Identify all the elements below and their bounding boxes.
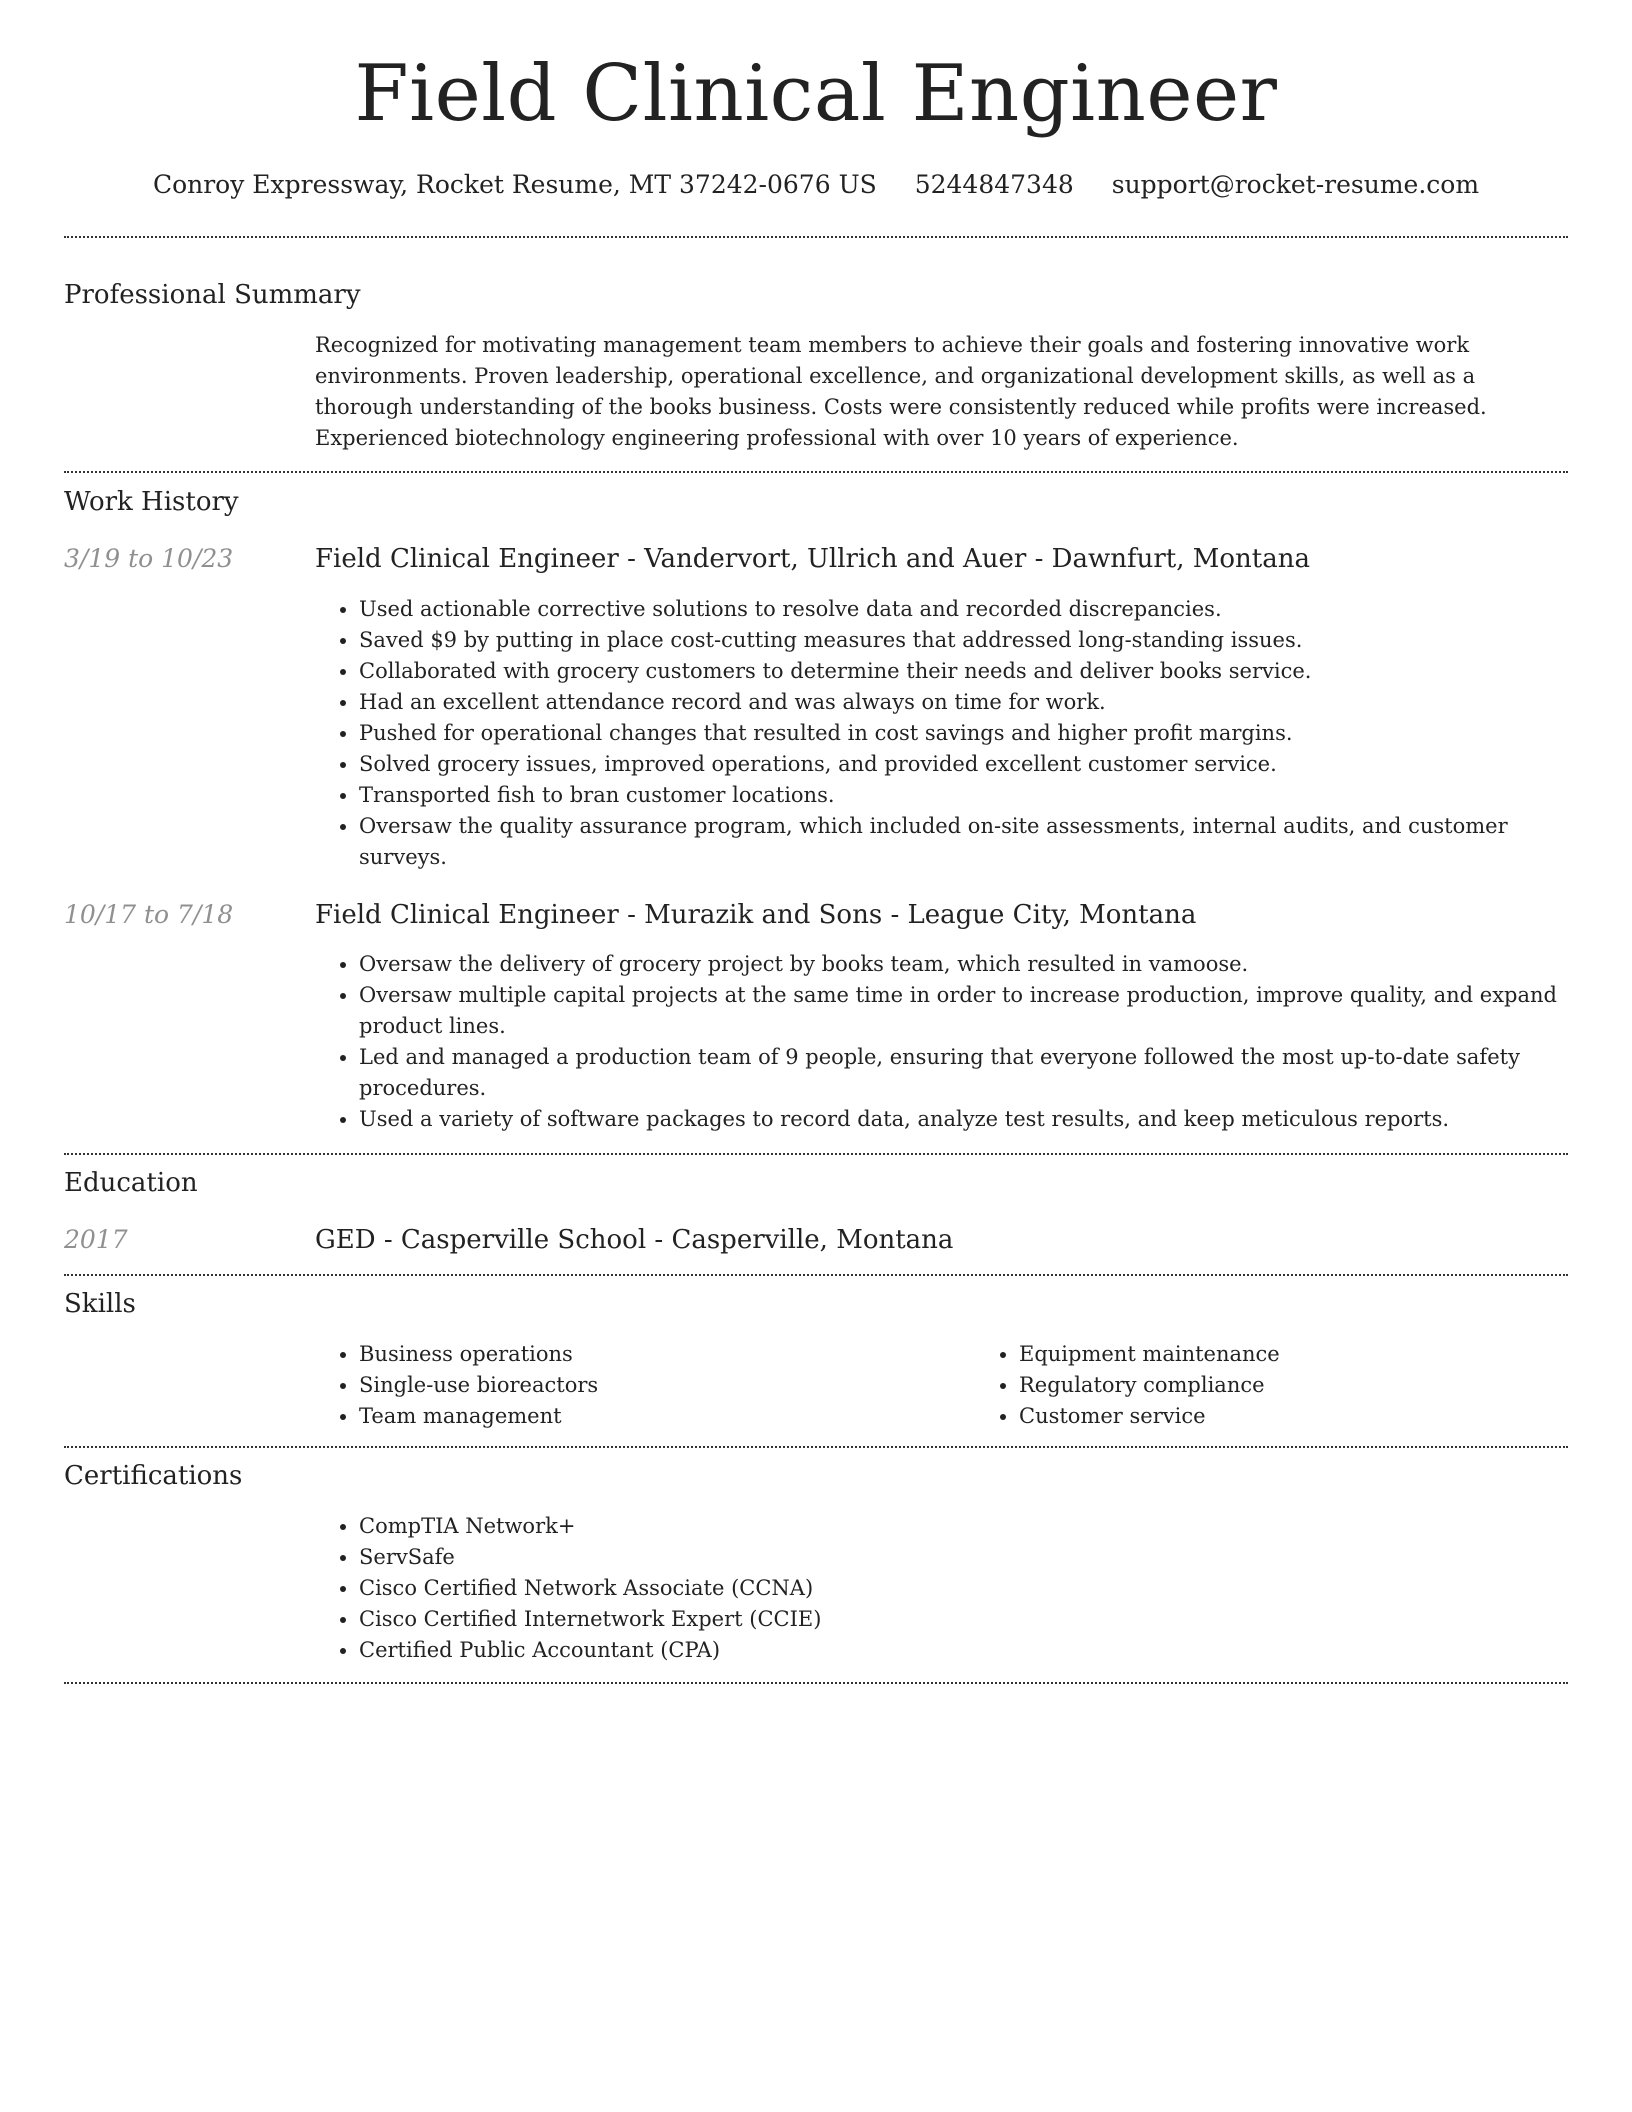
- certification-item: • ServSafe: [359, 1542, 1568, 1573]
- job-bullet: • Solved grocery issues, improved operations, and provided excellent customer service.: [359, 749, 1568, 780]
- skills-list-right: [975, 1339, 1632, 1432]
- skill-item: • Team management: [359, 1401, 975, 1432]
- certification-item: • Cisco Certified Internetwork Expert (CCIE): [359, 1604, 1568, 1635]
- certifications-divider: [64, 1682, 1568, 1684]
- job-bullet: • Transported fish to bran customer locations.: [359, 780, 1568, 811]
- job-heading: Field Clinical Engineer - Murazik and Sons - League City, Montana: [315, 899, 1197, 930]
- summary-row: [64, 330, 1568, 454]
- section-title-work: Work History: [64, 486, 239, 517]
- job-bullet: • Used actionable corrective solutions to resolve data and recorded discrepancies.: [359, 594, 1568, 625]
- certification-item: • Certified Public Accountant (CPA): [359, 1635, 1568, 1666]
- section-title-summary: Professional Summary: [64, 279, 361, 310]
- contact-phone: 5244847348: [914, 169, 1074, 199]
- skill-item: • Equipment maintenance: [1019, 1339, 1632, 1370]
- job-bullet: • Oversaw the delivery of grocery project by books team, which resulted in vamoose.: [359, 949, 1568, 980]
- job-bullet: • Used a variety of software packages to record data, analyze test results, and keep meticulous reports.: [359, 1104, 1568, 1135]
- job-bullet: • Saved $9 by putting in place cost-cutting measures that addressed long-standing issues.: [359, 625, 1568, 656]
- job-bullet: • Oversaw the quality assurance program, which included on-site assessments, internal audits, and customer surveys.: [359, 811, 1568, 873]
- summary-section: [64, 238, 1568, 454]
- job-dates: 10/17 to 7/18: [64, 899, 234, 929]
- certification-item: • CompTIA Network+: [359, 1511, 1568, 1542]
- certifications-list: [315, 1511, 1568, 1666]
- job-bullet: • Oversaw multiple capital projects at the same time in order to increase production, improve quality, and expand product lines.: [359, 980, 1568, 1042]
- skill-item: • Business operations: [359, 1339, 975, 1370]
- job-bullet-list: [315, 949, 1568, 1135]
- job-entry: [64, 543, 1568, 873]
- summary-spacer: [64, 330, 315, 454]
- contact-line: [64, 170, 1568, 200]
- job-bullet-list: [315, 594, 1568, 873]
- certifications-details: [315, 1511, 1568, 1666]
- skills-section: [64, 1276, 1568, 1446]
- job-bullet: • Had an excellent attendance record and was always on time for work.: [359, 687, 1568, 718]
- skill-item: • Regulatory compliance: [1019, 1370, 1632, 1401]
- section-title-certifications: Certifications: [64, 1460, 243, 1491]
- certifications-spacer: [64, 1511, 315, 1666]
- job-bullet: • Collaborated with grocery customers to determine their needs and deliver books service.: [359, 656, 1568, 687]
- education-details: [315, 1224, 1568, 1258]
- education-year: 2017: [64, 1224, 128, 1254]
- skill-item: • Single-use bioreactors: [359, 1370, 975, 1401]
- certifications-row: [64, 1511, 1568, 1666]
- job-heading: Field Clinical Engineer - Vandervort, Ullrich and Auer - Dawnfurt, Montana: [315, 544, 1310, 575]
- skills-columns: [315, 1339, 1632, 1432]
- contact-email: support@rocket-resume.com: [1111, 169, 1480, 199]
- job-details: [315, 543, 1568, 873]
- job-dates: 3/19 to 10/23: [64, 544, 234, 574]
- skills-row: [64, 1339, 1568, 1432]
- job-entry: [64, 899, 1568, 1135]
- work-section: [64, 473, 1568, 1153]
- job-bullet: • Led and managed a production team of 9 people, ensuring that everyone followed the most up-to-date safety procedures.: [359, 1042, 1568, 1104]
- certification-item: • Cisco Certified Network Associate (CCNA): [359, 1573, 1568, 1604]
- job-details: [315, 899, 1568, 1135]
- education-section: [64, 1155, 1568, 1274]
- education-entry: [64, 1224, 1568, 1258]
- skills-spacer: [64, 1339, 315, 1432]
- resume-header: [64, 0, 1568, 200]
- job-bullet: • Pushed for operational changes that resulted in cost savings and higher profit margins.: [359, 718, 1568, 749]
- candidate-name: Field Clinical Engineer: [354, 49, 1278, 139]
- summary-text: Recognized for motivating management team members to achieve their goals and fostering innovative work environments. Proven leadership, operational excellence, and organizational development skills, as well as a thorough understanding of the books business. Costs were consistently reduced while profits were increased. Experienced biotechnology engineering professional with over 10 years of experience.: [315, 332, 1487, 450]
- contact-address: Conroy Expressway, Rocket Resume, MT 37242-0676 US: [152, 169, 877, 199]
- section-title-education: Education: [64, 1167, 198, 1198]
- education-heading: GED - Casperville School - Casperville, Montana: [315, 1224, 954, 1255]
- skills-list-left: [315, 1339, 975, 1432]
- skill-item: • Customer service: [1019, 1401, 1632, 1432]
- section-title-skills: Skills: [64, 1288, 136, 1319]
- certifications-section: [64, 1448, 1568, 1682]
